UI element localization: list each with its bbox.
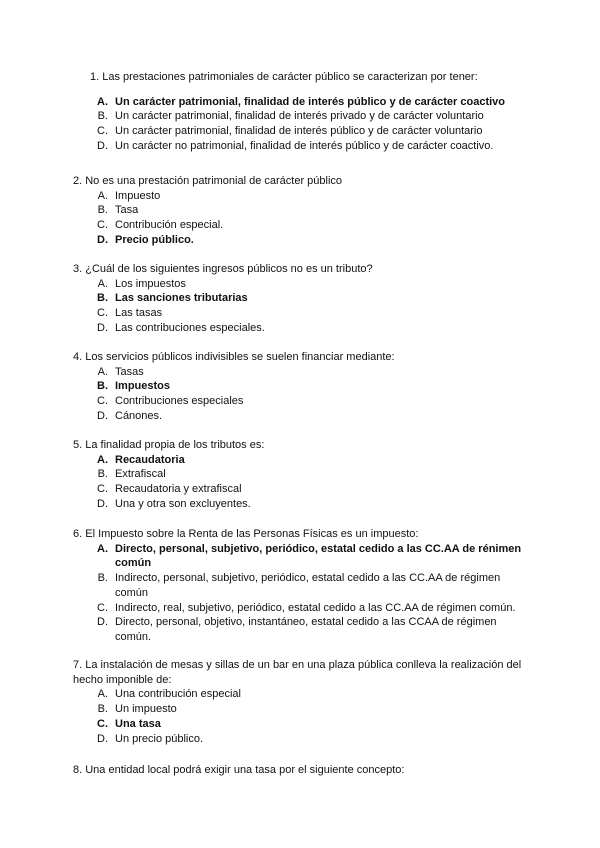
question-2 (73, 174, 533, 248)
option-c (73, 482, 533, 497)
option-b (73, 571, 533, 600)
question-title: 1. Las prestaciones patrimoniales de carácter público se caracterizan por tener: (90, 71, 478, 83)
option-letter: A. (97, 542, 108, 555)
option-text: Una contribución especial (115, 688, 241, 701)
option-text: Cánones. (115, 409, 163, 422)
option-letter: D. (97, 616, 108, 629)
option-c (73, 601, 533, 616)
option-letter: A. (97, 688, 108, 701)
option-b (73, 109, 533, 124)
option-text: Impuesto (115, 189, 161, 202)
option-c (73, 124, 533, 139)
option-d (73, 139, 533, 154)
option-letter: D. (97, 139, 108, 152)
option-letter: B. (97, 292, 108, 305)
option-text: Un carácter patrimonial, finalidad de interés público y de carácter voluntario (115, 125, 483, 138)
option-letter: C. (97, 307, 108, 320)
option-letter: C. (97, 717, 108, 730)
answer-options (73, 453, 533, 512)
option-text: Recaudatoria (115, 453, 185, 466)
option-letter: A. (97, 277, 108, 290)
option-text: Un impuesto (115, 703, 177, 716)
option-a (73, 189, 533, 204)
option-text: Las contribuciones especiales. (115, 321, 265, 334)
option-text: Extrafiscal (115, 468, 166, 481)
option-letter: B. (97, 110, 108, 123)
question-title: 2. No es una prestación patrimonial de carácter público (73, 175, 343, 187)
option-letter: B. (97, 468, 108, 481)
answer-options (73, 95, 533, 154)
option-b (73, 467, 533, 482)
question-4 (73, 350, 533, 424)
option-letter: A. (97, 95, 108, 108)
option-text: Un carácter no patrimonial, finalidad de interés público y de carácter coactivo. (115, 139, 494, 152)
question-title: 3. ¿Cuál de los siguientes ingresos públicos no es un tributo? (73, 263, 373, 275)
question-title: 8. Una entidad local podrá exigir una tasa por el siguiente concepto: (73, 764, 405, 776)
option-a (73, 277, 533, 292)
option-a (73, 365, 533, 380)
option-text: Precio público. (115, 233, 194, 246)
option-letter: C. (97, 395, 108, 408)
answer-options (73, 189, 533, 248)
option-letter: D. (97, 233, 108, 246)
question-title: 6. El Impuesto sobre la Renta de las Personas Físicas es un impuesto: (73, 528, 419, 540)
option-letter: B. (97, 572, 108, 585)
option-letter: D. (97, 497, 108, 510)
option-letter: C. (97, 219, 108, 232)
option-a (73, 453, 533, 468)
option-letter: B. (97, 380, 108, 393)
option-text: Indirecto, personal, subjetivo, periódico, estatal cedido a las CC.AA de régimen común (115, 572, 501, 599)
option-letter: A. (97, 365, 108, 378)
option-b (73, 291, 533, 306)
option-d (73, 409, 533, 424)
option-text: Una tasa (115, 717, 161, 730)
answer-options (73, 687, 538, 746)
option-d (73, 321, 533, 336)
option-c (73, 717, 538, 732)
question-7 (73, 658, 538, 746)
question-1 (73, 70, 533, 154)
question-title: 7. La instalación de mesas y sillas de un bar en una plaza pública conlleva la realización del hecho imponible de: (73, 659, 522, 686)
question-5 (73, 438, 533, 512)
answer-options (73, 365, 533, 424)
option-text: Un carácter patrimonial, finalidad de interés privado y de carácter voluntario (115, 110, 484, 123)
option-letter: B. (97, 703, 108, 716)
option-text: Tasas (115, 365, 144, 378)
option-d (73, 615, 533, 644)
option-b (73, 203, 533, 218)
option-text: Un carácter patrimonial, finalidad de interés público y de carácter coactivo (115, 95, 506, 108)
option-d (73, 233, 533, 248)
option-a (73, 687, 538, 702)
option-text: Los impuestos (115, 277, 186, 290)
option-letter: C. (97, 125, 108, 138)
option-letter: C. (97, 601, 108, 614)
option-d (73, 732, 538, 747)
option-letter: A. (97, 453, 108, 466)
option-letter: B. (97, 204, 108, 217)
option-letter: D. (97, 321, 108, 334)
question-title: 5. La finalidad propia de los tributos es: (73, 439, 265, 451)
answer-options (73, 277, 533, 336)
option-letter: A. (97, 189, 108, 202)
option-c (73, 218, 533, 233)
option-letter: C. (97, 483, 108, 496)
option-a (73, 95, 533, 110)
option-letter: D. (97, 732, 108, 745)
answer-options (73, 542, 533, 645)
option-text: Recaudatoria y extrafiscal (115, 483, 242, 496)
question-title: 4. Los servicios públicos indivisibles se suelen financiar mediante: (73, 351, 395, 363)
option-text: Indirecto, real, subjetivo, periódico, estatal cedido a las CC.AA de régimen común. (115, 601, 516, 614)
option-text: Directo, personal, objetivo, instantáneo, estatal cedido a las CCAA de régimen común. (115, 616, 497, 643)
option-text: Directo, personal, subjetivo, periódico, estatal cedido a las CC.AA de rénimen común (115, 542, 522, 570)
option-text: Impuestos (115, 380, 171, 393)
option-text: Contribución especial. (115, 219, 224, 232)
option-text: Las sanciones tributarias (115, 292, 248, 305)
option-text: Contribuciones especiales (115, 395, 244, 408)
option-b (73, 379, 533, 394)
question-8 (73, 763, 533, 778)
option-a (73, 542, 533, 571)
question-3 (73, 262, 533, 336)
option-letter: D. (97, 409, 108, 422)
option-text: Un precio público. (115, 732, 204, 745)
question-6 (73, 527, 533, 645)
option-c (73, 394, 533, 409)
option-text: Tasa (115, 204, 139, 217)
option-b (73, 702, 538, 717)
option-c (73, 306, 533, 321)
option-text: Una y otra son excluyentes. (115, 497, 251, 510)
option-text: Las tasas (115, 307, 163, 320)
option-d (73, 497, 533, 512)
